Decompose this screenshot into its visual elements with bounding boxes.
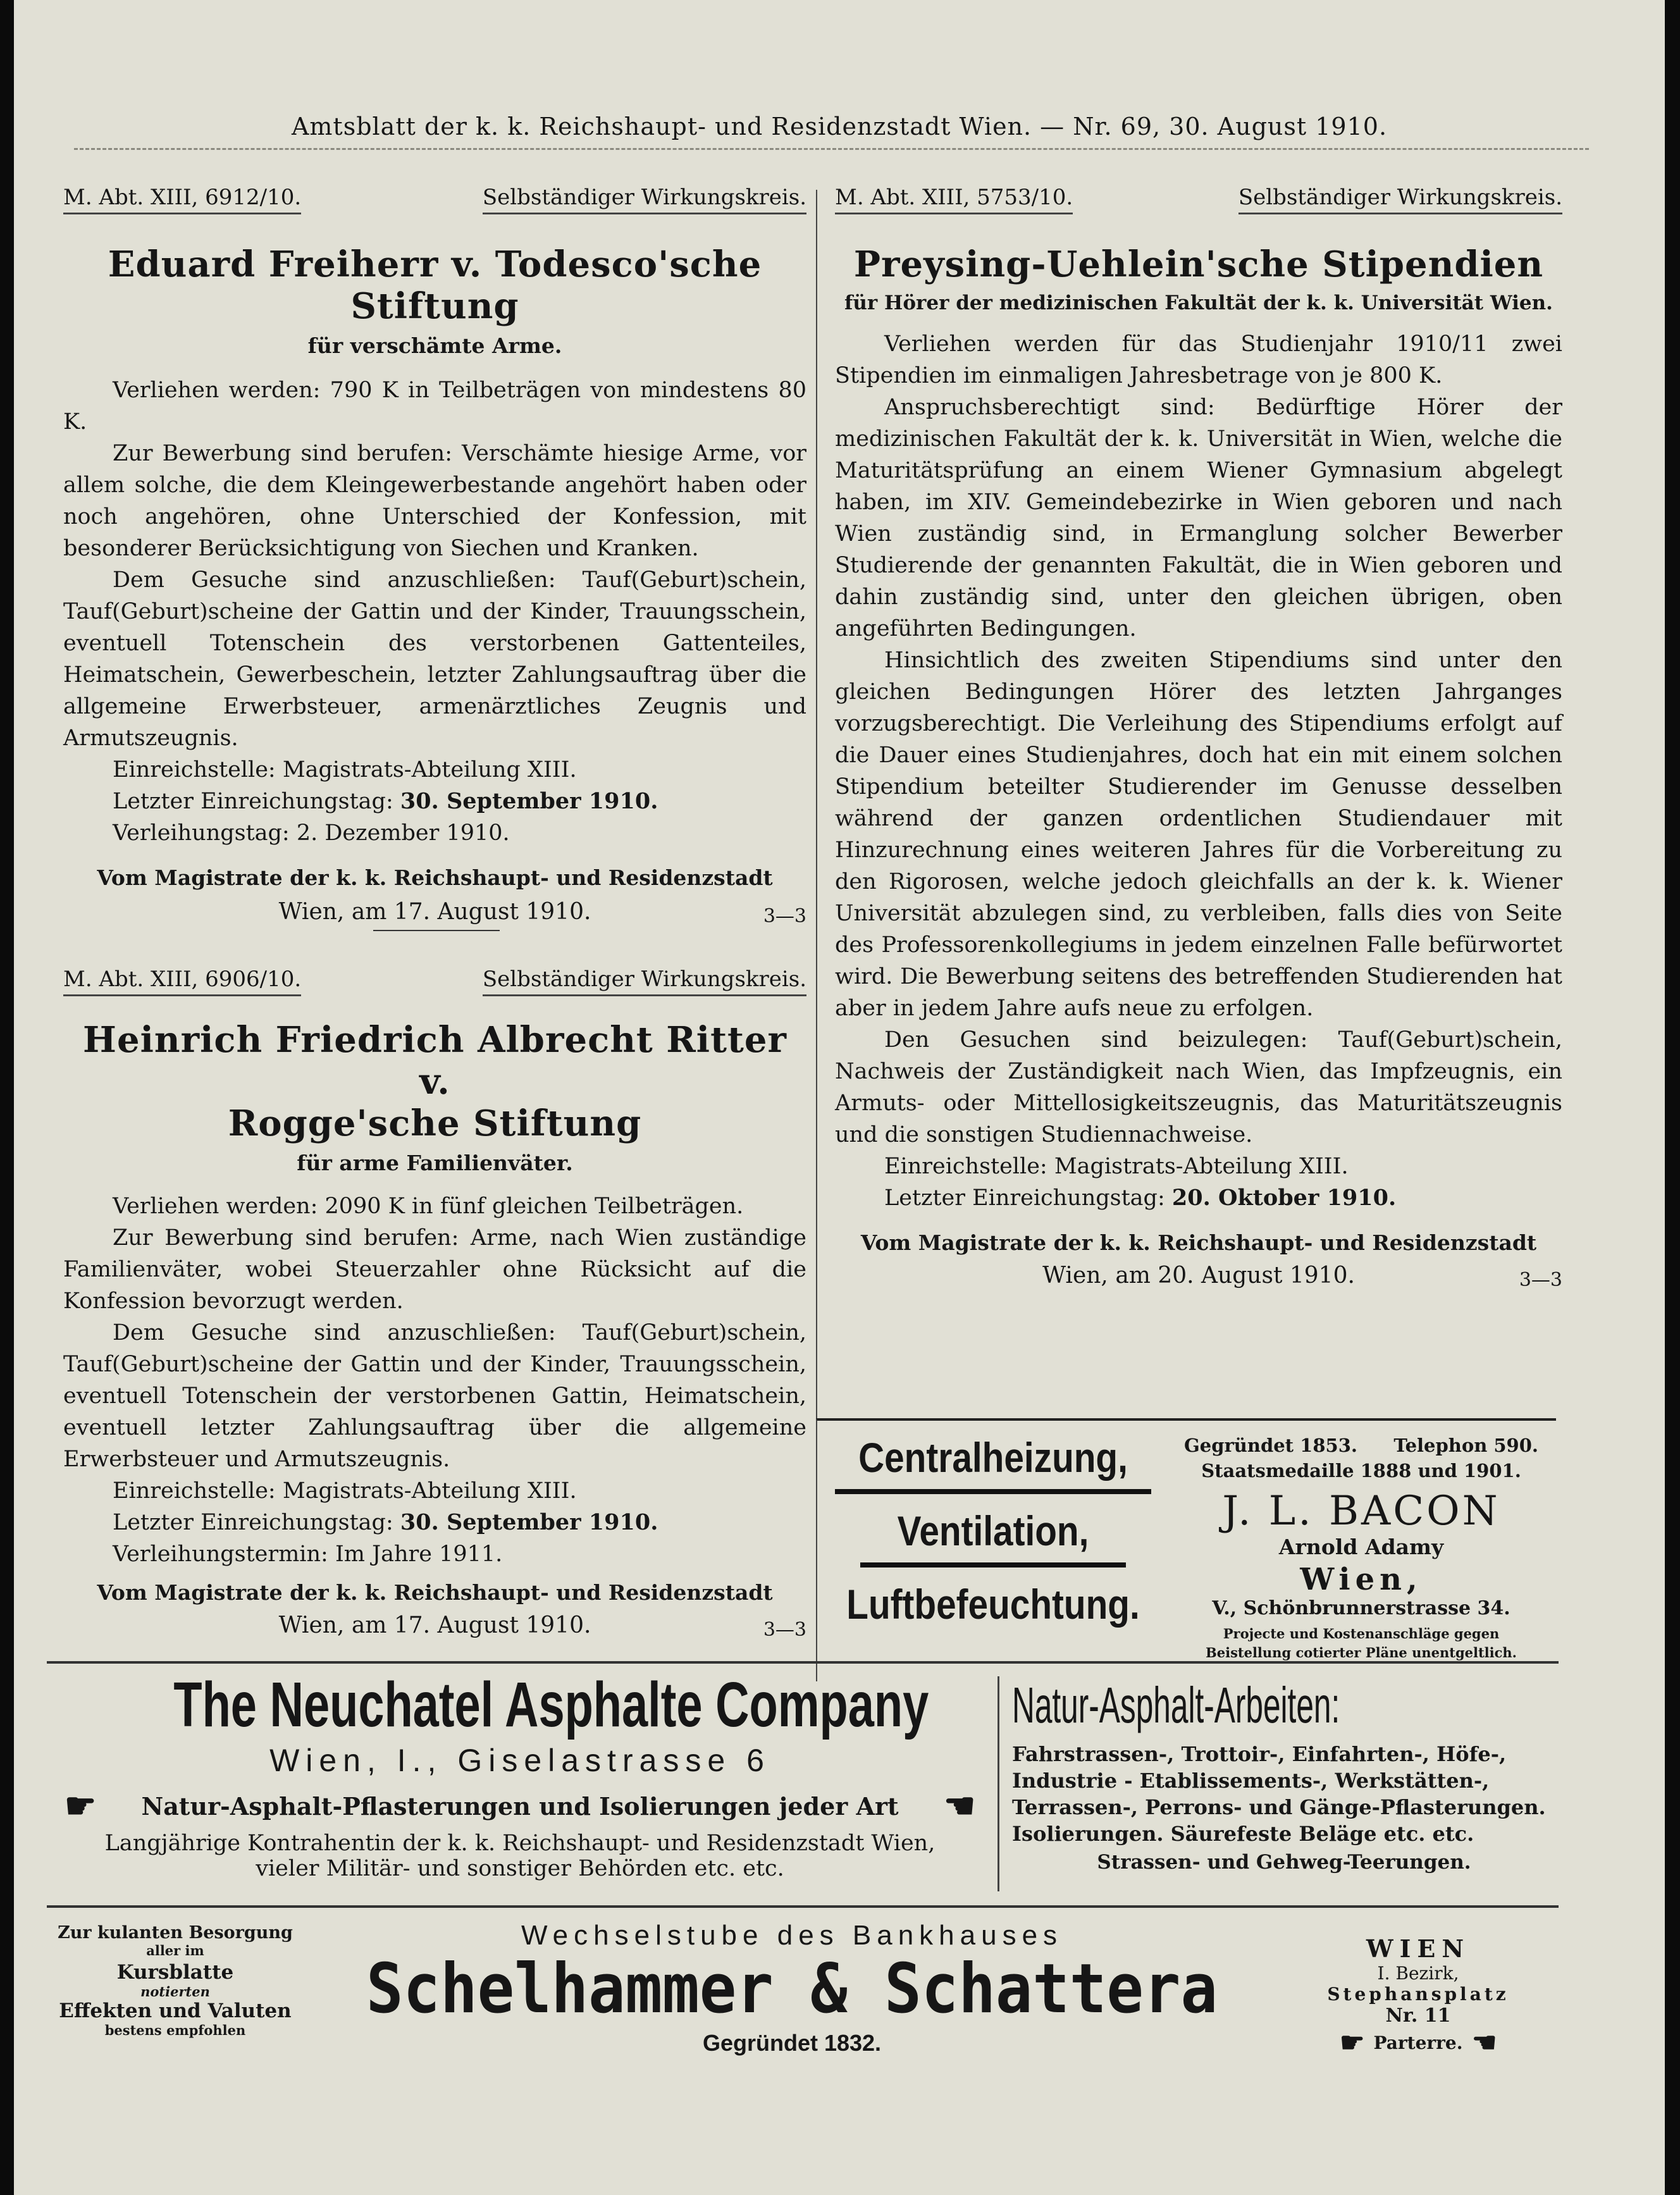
ad-asphalt-desc: Langjährige Kontrahentin der k. k. Reichshaupt- und Residenzstadt Wien, (104, 1831, 936, 1856)
ad-border (47, 1905, 1559, 1908)
notice-preysing (835, 185, 1562, 1294)
ad-bacon-ventilation: Ventilation, (897, 1507, 1089, 1554)
deadline-label: Letzter Einreichungstag: (113, 1510, 400, 1535)
pointing-hand-icon: ☛ (65, 1785, 97, 1827)
ad-bank-square: Stephansplatz (1327, 1984, 1509, 2005)
ad-bacon-founded: Gegründet 1853. (1184, 1435, 1357, 1456)
ad-rule (860, 1562, 1126, 1567)
notice-title: Rogge'sche Stiftung (228, 1103, 642, 1144)
notice-rogge (63, 967, 806, 1644)
ad-bank-left-line: bestens empfohlen (104, 2022, 246, 2038)
ad-bacon-medal: Staatsmedaille 1888 und 1901. (1201, 1460, 1521, 1481)
notice-scope: Selbständiger Wirkungskreis. (483, 967, 806, 996)
notice-paragraph: Zur Bewerbung sind berufen: Verschämte hiesige Arme, vor allem solche, die dem Kleingewerbestande angehört haben oder noch angehören, ohne Unterschied der Konfession, mit besonderer Berücksichtigung von Siechen und Kranken. (63, 441, 806, 561)
ad-bacon (816, 1418, 1556, 1681)
ad-bank-main (299, 1920, 1285, 2056)
ad-bank-left-line: aller im (146, 1943, 204, 1958)
deadline-label: Letzter Einreichungstag: (113, 789, 400, 814)
notice-paragraph: Anspruchsberechtigt sind: Bedürftige Hörer der medizinischen Fakultät der k. k. Universität in Wien, welche die Maturitätsprüfung an einem Wiener Gymnasium abgelegt haben, im XIV. Gemeindebezirke in Wien geboren und nach Wien zuständig sind, in Ermanglung solcher Bewerber Studierende der genannten Fakultät, die in Wien geboren und dahin zuständig sind, unter den gleichen übrigen, oben angeführten Bedingungen. (835, 395, 1562, 641)
deadline-line (835, 1182, 1562, 1214)
notice-title: Eduard Freiherr v. Todesco'sche Stiftung (108, 244, 762, 327)
ad-asphalt (52, 1670, 988, 1898)
ad-border (47, 1661, 1559, 1664)
ad-asphalt-tagline: Natur-Asphalt-Pflasterungen und Isolierungen jeder Art (141, 1791, 899, 1821)
deadline-line (63, 786, 806, 817)
ad-asphalt-right-foot: Strassen- und Gehweg-Teerungen. (1097, 1851, 1471, 1874)
notice-paragraph: Verliehen werden: 790 K in Teilbeträgen von mindestens 80 K. (63, 378, 806, 435)
ad-asphalt-desc: vieler Militär- und sonstiger Behörden etc. etc. (256, 1856, 784, 1881)
ad-bank-left-line: notierten (140, 1984, 210, 2000)
notice-paragraph: Dem Gesuche sind anzuschließen: Tauf(Geburt)schein, Tauf(Geburt)scheine der Gattin und der Kinder, Trauungsschein, eventuell Totenschein der verstorbenen Gattin, Heimatschein, eventuell letzter Zahlungsauftrag über die allgemeine Erwerbsteuer und Armutszeugnis. (63, 1320, 806, 1472)
ad-asphalt-company: The Neuchatel Asphalte Company (173, 1669, 929, 1740)
ad-bank-left-line: Zur kulanten Besorgung (58, 1923, 293, 1943)
notice-subtitle: für arme Familienväter. (297, 1151, 573, 1175)
ad-bank-left (52, 1923, 299, 2038)
notice-paragraph: Den Gesuchen sind beizulegen: Tauf(Geburt)schein, Nachweis der Zuständigkeit nach Wien, das Impfzeugnis, ein Armuts- oder Mittellosigkeitszeugnis, das Maturitätszeugnis und die sonstigen Studiennachweise. (835, 1027, 1562, 1147)
ad-bank-city: WIEN (1366, 1934, 1471, 1963)
ad-asphalt-right (1012, 1676, 1556, 1874)
notice-ref: M. Abt. XIII, 5753/10. (835, 185, 1073, 214)
signature-authority: Vom Magistrate der k. k. Reichshaupt- und Residenzstadt (860, 1230, 1537, 1255)
ad-bacon-city: Wien, (1300, 1562, 1423, 1597)
ad-bacon-heating: Centralheizung, (858, 1434, 1128, 1481)
pointing-hand-icon: ☛ (1340, 2027, 1365, 2059)
deadline-line (63, 1507, 806, 1538)
deadline-date: 30. September 1910. (400, 788, 658, 814)
ad-bacon-name: J. L. BACON (1222, 1488, 1500, 1535)
ad-bank-right (1285, 1934, 1551, 2059)
notice-separator (373, 930, 500, 931)
pointing-hand-icon: ☛ (1471, 2027, 1497, 2059)
notice-subtitle: für verschämte Arme. (307, 333, 562, 358)
notice-todesco (63, 185, 806, 931)
notice-paragraph: Zur Bewerbung sind berufen: Arme, nach Wien zuständige Familienväter, wobei Steuerzahler ohne Rücksicht auf die Konfession bevorzugt werden. (63, 1225, 806, 1314)
award-term: Verleihungstermin: Im Jahre 1911. (113, 1542, 503, 1567)
notice-date: Wien, am 17. August 1910. (278, 1612, 591, 1638)
deadline-date: 30. September 1910. (400, 1509, 658, 1535)
ad-bank-founded: Gegründet 1832. (702, 2030, 882, 2056)
header-divider (74, 148, 1589, 150)
ad-bank-left-line: Kursblatte (116, 1961, 234, 1984)
insertion-number: 3—3 (1519, 1269, 1562, 1291)
notice-date: Wien, am 20. August 1910. (1042, 1263, 1355, 1289)
ad-asphalt-right-title: Natur-Asphalt-Arbeiten: (1012, 1677, 1340, 1733)
notice-paragraph: Verliehen werden: 2090 K in fünf gleichen Teilbeträgen. (113, 1194, 744, 1219)
ad-divider (998, 1676, 999, 1891)
ad-bank-number: Nr. 11 (1385, 2005, 1451, 2027)
ad-bank-left-line: Effekten und Valuten (59, 2000, 292, 2022)
notice-paragraph: Hinsichtlich des zweiten Stipendiums sind unter den gleichen Bedingungen Hörer des letzten Jahrganges vorzugsberechtigt. Die Verleihung des Stipendiums erfolgt auf die Dauer eines Studienjahres, doch hat ein mit einem solchen Stipendium beteilter Studierender im Genusse desselben während der ganzen ordentlichen Studiendauer mit Hinzurechnung eines weiteren Jahres für die Vorbereitung zu den Rigorosen, welche jedoch gleichfalls an der k. k. Wiener Universität abzulegen sind, zu verbleiben, falls dies von Seite des Professorenkollegiums in jedem einzelnen Falle befürwortet wird. Die Bewerbung seitens des betreffenden Studierenden hat aber in jedem Jahre aufs neue zu erfolgen. (835, 648, 1562, 1021)
deadline-label: Letzter Einreichungstag: (884, 1185, 1172, 1211)
award-date: Verleihungstag: 2. Dezember 1910. (113, 820, 510, 846)
ad-bacon-telephone: Telephon 590. (1393, 1435, 1538, 1456)
ad-asphalt-right-body: Fahrstrassen-, Trottoir-, Einfahrten-, Höfe-, Industrie - Etablissements-, Werkstätten-, Terrassen-, Perrons- und Gänge-Pflasterungen. Isolierungen. Säurefeste Beläge etc. etc. (1012, 1742, 1546, 1846)
ad-bacon-humidification: Luftbefeuchtung. (846, 1581, 1140, 1628)
notice-subtitle: für Hörer der medizinischen Fakultät der k. k. Universität Wien. (844, 292, 1553, 314)
insertion-number: 3—3 (763, 1619, 806, 1641)
notice-title: Preysing-Uehlein'sche Stipendien (853, 244, 1544, 285)
newspaper-page (14, 0, 1665, 2195)
pointing-hand-icon: ☛ (943, 1785, 975, 1827)
notice-paragraph: Verliehen werden für das Studienjahr 1910/11 zwei Stipendien im einmaligen Jahresbetrage von je 800 K. (835, 331, 1562, 388)
insertion-number: 3—3 (763, 905, 806, 927)
notice-scope: Selbständiger Wirkungskreis. (483, 185, 806, 214)
submission-office: Einreichstelle: Magistrats-Abteilung XIII. (113, 757, 577, 782)
ad-bacon-right (1171, 1435, 1551, 1662)
ad-bank-floor: Parterre. (1373, 2032, 1463, 2053)
signature-authority: Vom Magistrate der k. k. Reichshaupt- und Residenzstadt (97, 865, 773, 890)
notice-scope: Selbständiger Wirkungskreis. (1238, 185, 1562, 214)
ad-bacon-left (822, 1431, 1164, 1631)
ad-bacon-note: Projecte und Kostenanschläge gegen Beistellung cotierter Pläne unentgeltlich. (1205, 1626, 1517, 1660)
ad-bank-top: Wechselstube des Bankhauses (521, 1920, 1063, 1951)
ad-asphalt-address: Wien, I., Giselastrasse 6 (269, 1743, 770, 1778)
page-header: Amtsblatt der k. k. Reichshaupt- und Residenzstadt Wien. — Nr. 69, 30. August 1910. (291, 113, 1388, 140)
ad-rule (835, 1489, 1151, 1494)
notice-ref: M. Abt. XIII, 6912/10. (63, 185, 301, 214)
ad-bacon-owner: Arnold Adamy (1278, 1535, 1444, 1559)
submission-office: Einreichstelle: Magistrats-Abteilung XIII. (884, 1154, 1349, 1179)
ad-bacon-address: V., Schönbrunnerstrasse 34. (1212, 1597, 1510, 1619)
notice-ref: M. Abt. XIII, 6906/10. (63, 967, 301, 996)
signature-authority: Vom Magistrate der k. k. Reichshaupt- und Residenzstadt (97, 1580, 773, 1605)
notice-title: Heinrich Friedrich Albrecht Ritter v. (83, 1019, 787, 1103)
deadline-date: 20. Oktober 1910. (1171, 1185, 1397, 1211)
submission-office: Einreichstelle: Magistrats-Abteilung XIII. (113, 1478, 577, 1504)
ad-bank-district: I. Bezirk, (1377, 1963, 1459, 1984)
ad-bank-name: Schelhammer & Schattera (366, 1950, 1218, 2029)
notice-date: Wien, am 17. August 1910. (278, 899, 591, 925)
notice-paragraph: Dem Gesuche sind anzuschließen: Tauf(Geburt)schein, Tauf(Geburt)scheine der Gattin und der Kinder, Trauungsschein, eventuell Totenschein des verstorbenen Gattenteiles, Heimatschein, Gewerbeschein, letzter Zahlungsauftrag über die allgemeine Erwerbsteuer, armenärztliches Zeugnis und Armutszeugnis. (63, 567, 806, 751)
